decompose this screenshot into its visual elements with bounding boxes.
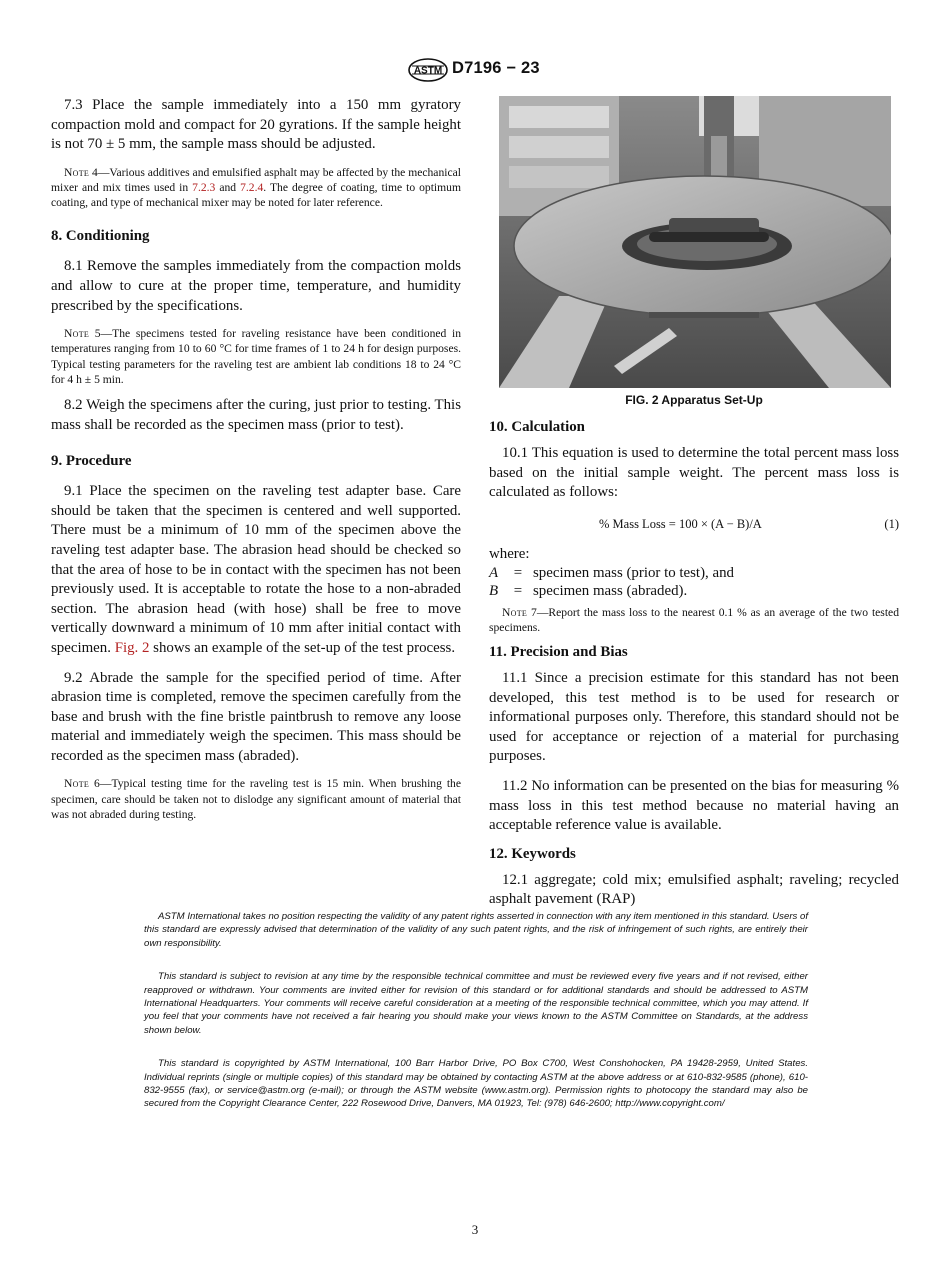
- paragraph-9-2: 9.2 Abrade the sample for the specified period of time. After abrasion time is completed, remove the specimen carefully from the base and brush with the fine bristle paintbrush to remove any loose material and immediately weigh the specimen. This mass should be recorded as the specimen mass (abraded).: [51, 669, 461, 764]
- mass-loss-equation: [489, 513, 899, 539]
- left-column: [51, 96, 461, 831]
- section-9-heading: 9. Procedure: [51, 453, 132, 470]
- variable-b: B = specimen mass (abraded).: [489, 582, 688, 599]
- fig-2-link[interactable]: Fig. 2: [114, 639, 150, 656]
- paragraph-8-2: 8.2 Weigh the specimens after the curing, just prior to testing. This mass shall be recorded as the specimen mass (prior to test).: [51, 396, 461, 433]
- equation-text: % Mass Loss = 100 × (A − B)/A: [599, 516, 762, 531]
- page-number: 3: [471, 1222, 479, 1237]
- footer-revision-notice: This standard is subject to revision at any time by the responsible technical committee and must be reviewed every five years and if not revised, either reapproved or withdrawn. Your comments are invited either for revision of this standard or for additional standards and should be addressed to ASTM International Headquarters. Your comments will receive careful consideration at a meeting of the responsible technical committee, which you may attend. If you feel that your comments have not received a fair hearing you should make your views known to the ASTM Committee on Standards, at the address shown below.: [144, 971, 808, 1036]
- where-label: where:: [489, 545, 530, 562]
- legal-footer: [144, 910, 808, 1131]
- page-header: [0, 58, 950, 82]
- ref-7-2-3-link[interactable]: 7.2.3: [192, 180, 216, 194]
- footer-copyright-notice: This standard is copyrighted by ASTM International, 100 Barr Harbor Drive, PO Box C700, West Conshohocken, PA 19428-2959, United States. Individual reprints (single or multiple copies) of this standard may be obtained by contacting ASTM at the above address or at 610-832-9585 (phone), 610-832-9555 (fax), or service@astm.org (e-mail); or through the ASTM website (www.astm.org). Permission rights to photocopy the standard may also be secured from the Copyright Clearance Center, 222 Rosewood Drive, Danvers, MA 01923, Tel: (978) 646-2600; http://www.copyright.com/: [144, 1058, 808, 1110]
- paragraph-7-3: 7.3 Place the sample immediately into a 150 mm gyratory compaction mold and compact for 20 gyrations. If the sample height is not 70 ± 5 mm, the sample mass should be adjusted.: [51, 97, 461, 153]
- document-id: D7196 − 23: [452, 59, 540, 77]
- variable-a: A = specimen mass (prior to test), and: [489, 565, 734, 582]
- section-8-heading: 8. Conditioning: [51, 228, 150, 245]
- paragraph-11-2: 11.2 No information can be presented on the bias for measuring % mass loss in this test method because no material having an acceptable reference value is available.: [489, 777, 899, 834]
- figure-caption: FIG. 2 Apparatus Set-Up: [625, 393, 763, 407]
- note-5: Note 5—The specimens tested for raveling resistance have been conditioned in temperatures ranging from 10 to 60 °C for time frames of 1 to 24 h for design purposes. Typical testing parameters for the raveling test are ambient lab conditions 18 to 24 °C for 4 h ± 5 min.: [51, 327, 461, 386]
- paragraph-9-1: 9.1 Place the specimen on the raveling test adapter base. Care should be taken that the specimen is centered and well supported. There must be a minimum of 10 mm of the specimen above the raveling test adapter base. The abrasion head should be checked so that the area of hose to be in contact with the specimen has not been previously used. It is acceptable to rotate the hose to a non-abraded section. The abrasion head (with hose) shall be free to move vertically downward a minimum of 10 mm after initial contact with specimen. Fig. 2 shows an example of the set-up of the test process.: [51, 483, 461, 656]
- paragraph-11-1: 11.1 Since a precision estimate for this standard has not been developed, this test method is to be used for research or informational purposes only. Therefore, this standard should not be used for acceptance or rejection of a material for purchasing purposes.: [489, 669, 899, 765]
- section-12-heading: 12. Keywords: [489, 845, 576, 862]
- astm-logo-icon: [407, 58, 449, 82]
- section-10-heading: 10. Calculation: [489, 419, 585, 435]
- ref-7-2-4-link[interactable]: 7.2.4: [240, 180, 264, 194]
- paragraph-10-1: 10.1 This equation is used to determine the total percent mass loss based on the initial sample weight. The percent mass loss is calculated as follows:: [489, 445, 899, 501]
- note-7: Note 7—Report the mass loss to the nearest 0.1 % as an average of the two tested specimens.: [489, 605, 899, 634]
- apparatus-photo: [499, 96, 891, 388]
- note-4: Note 4—Various additives and emulsified asphalt may be affected by the mechanical mixer and mix times used in 7.2.3 and 7.2.4. The degree of coating, time to optimum coating, and type of mechanical mixer may be noted for later reference.: [51, 165, 461, 210]
- paragraph-12-1: 12.1 aggregate; cold mix; emulsified asphalt; raveling; recycled asphalt pavement (RAP): [489, 871, 899, 908]
- paragraph-8-1: 8.1 Remove the samples immediately from the compaction molds and allow to cure at the proper time, temperature, and humidity prescribed by the specifications.: [51, 258, 461, 314]
- note-6: Note 6—Typical testing time for the raveling test is 15 min. When brushing the specimen, care should be taken not to dislodge any significant amount of material that was not abraded during testing.: [51, 777, 461, 821]
- right-column: [489, 96, 899, 920]
- svg-text:ASTM: ASTM: [413, 65, 443, 77]
- footer-patent-notice: ASTM International takes no position respecting the validity of any patent rights asserted in connection with any item mentioned in this standard. Users of this standard are expressly advised that determination of the validity of any such patent rights, and the risk of infringement of such rights, are entirely their own responsibility.: [144, 911, 808, 949]
- section-11-heading: 11. Precision and Bias: [489, 643, 628, 660]
- equation-number: (1): [884, 516, 899, 531]
